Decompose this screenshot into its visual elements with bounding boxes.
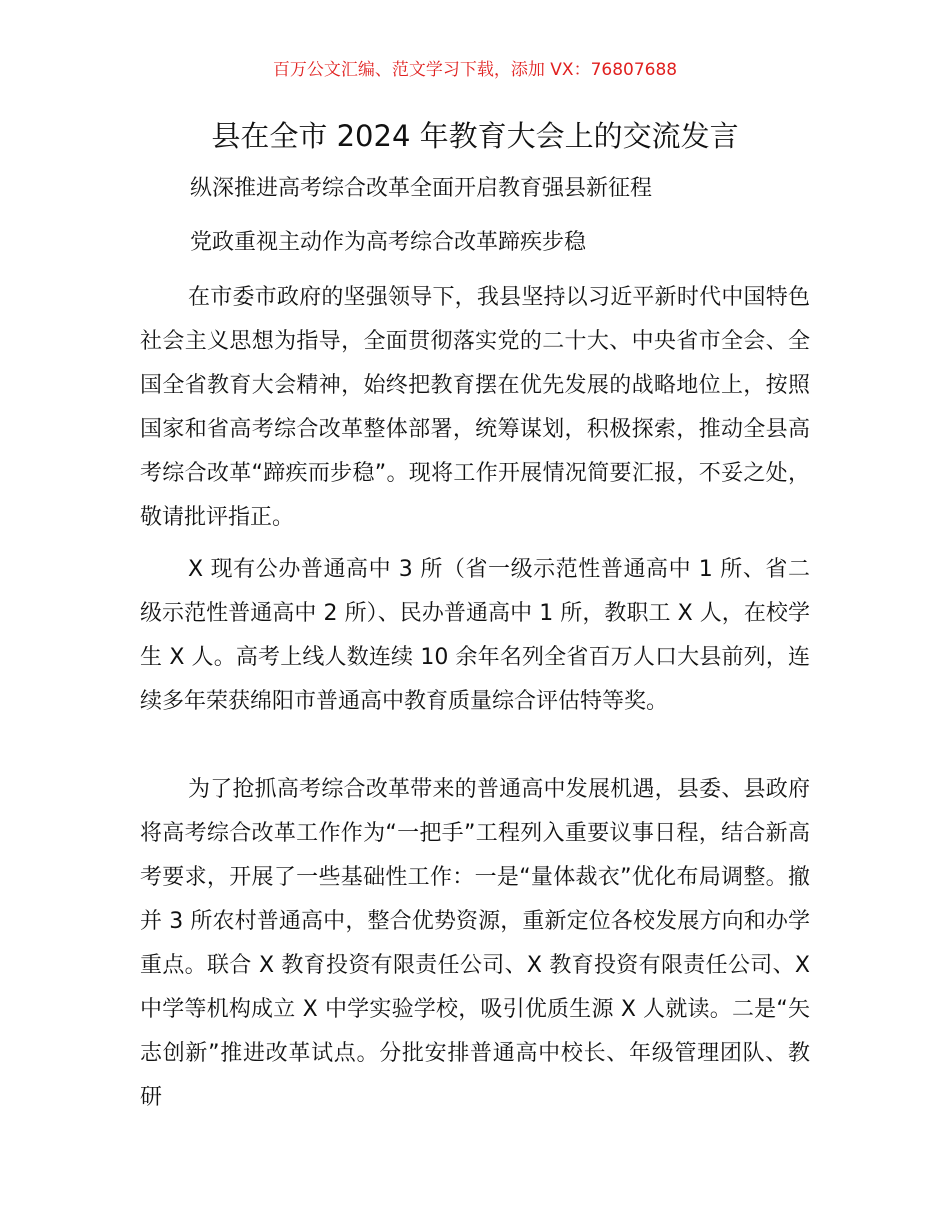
body-paragraph-2: X 现有公办普通高中 3 所（省一级示范性普通高中 1 所、省二级示范性普通高中 2 所）、民办普通高中 1 所，教职工 X 人，在校学生 X 人。高考上线人数连续 10 余年名列全省百万人口大县前列，连续多年荣获绵阳市普通高中教育质量综合评估特等奖。 bbox=[140, 557, 810, 714]
document-title: 县在全市 2024 年教育大会上的交流发言 bbox=[211, 119, 739, 153]
header-watermark-note: 百万公文汇编、范文学习下载，添加 VX：76807688 bbox=[272, 60, 678, 80]
subheading-1: 纵深推进高考综合改革全面开启教育强县新征程 bbox=[190, 176, 653, 201]
body-paragraph-1: 在市委市政府的坚强领导下，我县坚持以习近平新时代中国特色社会主义思想为指导，全面贯彻落实党的二十大、中央省市全会、全国全省教育大会精神，始终把教育摆在优先发展的战略地位上，按照国家和省高考综合改革整体部署，统筹谋划，积极探索，推动全县高考综合改革“蹄疾而步稳”。现将工作开展情况简要汇报，不妥之处，敬请批评指正。 bbox=[140, 285, 810, 530]
subheading-2: 党政重视主动作为高考综合改革蹄疾步稳 bbox=[190, 230, 587, 255]
body-paragraph-3: 为了抢抓高考综合改革带来的普通高中发展机遇，县委、县政府将高考综合改革工作作为“一把手”工程列入重要议事日程，结合新高考要求，开展了一些基础性工作：一是“量体裁衣”优化布局调整。撤并 3 所农村普通高中，整合优势资源，重新定位各校发展方向和办学重点。联合 X 教育投资有限责任公司、X 教育投资有限责任公司、X 中学等机构成立 X 中学实验学校，吸引优质生源 X 人就读。二是“矢志创新”推进改革试点。分批安排普通高中校长、年级管理团队、教研 bbox=[140, 777, 810, 1110]
